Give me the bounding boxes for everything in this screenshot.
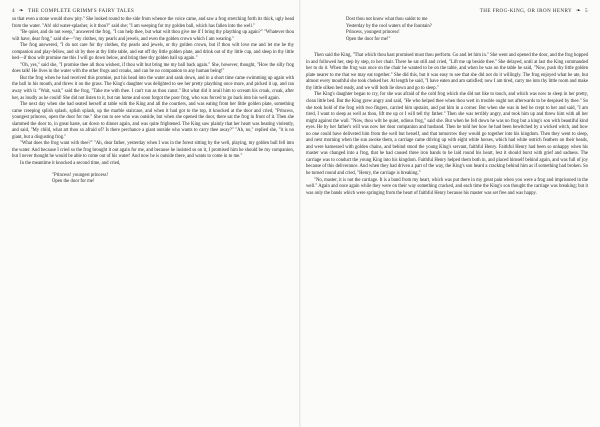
paragraph: The King's daughter began to cry, for she was afraid of the cold frog which she did not like to touch, and which was now to sleep in her pretty, clean little bed. But the King grew angry and said, "He who helped thee when thou wert in trouble ought not afterwards to be despised by thee." So she took hold of the frog with two fingers, carried him upstairs, and put him in a corner. But when she was in bed he crept to her and said, "I am tired, I want to sleep as well as thou, lift me up or I will tell thy father." Then she was terribly angry, and took him up and threw him with all her might against the wall. "Now, thou wilt be quiet, odious frog," said she. But when he fell down he was no frog but a king's son with beautiful kind eyes. He by her father's will was now her dear companion and husband. Then he told her how he had been bewitched by a wicked witch, and how no one could have delivered him from the well but herself, and that tomorrow they would go together into his kingdom. Then they went to sleep, and next morning when the sun awoke them, a carriage came driving up with eight white horses, which had white ostrich feathers on their heads, and were harnessed with golden chains, and behind stood the young King's servant, faithful Henry. Faithful Henry had been so unhappy when his master was changed into a frog, that he had caused three iron bands to be laid round his heart, lest it should burst with grief and sadness. The carriage was to conduct the young King into his kingdom. Faithful Henry helped them both in, and placed himself behind again, and was full of joy because of this deliverance. And when they had driven a part of the way, the King's son heard a cracking behind him as if something had broken. So he turned round and cried, "Henry, the carriage is breaking.": [306, 92, 588, 177]
paragraph: But the frog when he had received this promise, put his head into the water and sank down, and in a short time came swimming up again with the ball in his mouth, and threw it on the grass. The King's daughter was delighted to see her pretty plaything once more, and picked it up, and ran away with it. "Wait, wait," said the frog, "Take me with thee. I can't run as thou canst." But what did it avail him to scream his croak, croak, after her, as loudly as he could! She did not listen to it, but ran home and soon forgot the poor frog, who was forced to go back into his well again.: [12, 75, 294, 101]
paragraph: The frog answered, "I do not care for thy clothes, thy pearls and jewels, or thy golden crown, but if thou wilt love me and let me be thy companion and play-fellow, and sit by thee at thy little table, and eat off thy little golden plate, and drink out of thy little cup, and sleep in thy little bed—if thou wilt promise me this I will go down below, and bring thee thy golden ball up again.": [12, 43, 294, 62]
verse-line: Princess, youngest princess!: [346, 30, 400, 36]
left-page-header: [12, 6, 294, 15]
paragraph: "Be quiet, and do not weep," answered the frog, "I can help thee, but what wilt thou give me if I bring thy plaything up again?" "Whatever thou wilt have, dear frog," said she—"my clothes, my pearls and jewels, and even the golden crown which I am wearing.": [12, 30, 294, 42]
running-head: THE FROG-KING, OR IRON HENRY: [479, 7, 573, 14]
right-page-header: [306, 6, 588, 15]
page-number: 4: [12, 7, 15, 14]
verse-line: "Princess! youngest princess!: [52, 172, 109, 178]
leaf-ornament-icon: ❧: [18, 7, 24, 14]
paragraph: The next day when she had seated herself at table with the King and all the courtiers, and was eating from her little golden plate, something came creeping splish splash, splish splash, up the marble staircase, and when it had got to the top, it knocked at the door and cried, "Princess, youngest princess, open the door for me." She ran to see who was outside, but when she opened the door, there sat the frog in front of it. Then she slammed the door to, in great haste, sat down to dinner again, and was quite frightened. The King saw plainly that her heart was beating violently, and said, "My child, what art thou so afraid of? Is there perchance a giant outside who wants to carry thee away?" "Ah, no," replied she, "it is no giant, but a disgusting frog.": [12, 102, 294, 140]
paragraph: "Oh, yes," said she, "I promise thee all thou wishest, if thou wilt but bring me my ball back again." She, however, thought, "How the silly frog does talk! He lives in the water with the other frogs and croaks, and can be no companion to any human being!": [12, 62, 294, 75]
leaf-ornament-icon: ❧: [576, 7, 582, 14]
verse-line: Open the door for me!: [52, 179, 95, 185]
verse-line: Open the door for me!": [346, 36, 391, 42]
paragraph: In the meantime it knocked a second time, and cried,: [20, 161, 121, 167]
left-page: [12, 0, 294, 427]
left-page-body: [12, 17, 294, 191]
verse-block: [52, 173, 294, 186]
verse-block: [346, 17, 588, 43]
book-gutter: [299, 0, 301, 427]
paragraph: "No, master, it is not the carriage. It is a band from my heart, which was put there in my great pain when you were a frog and imprisoned in the well." Again and once again while they were on their way something cracked, and each time the King's son thought the carriage was breaking; but it was only the bands which were springing from the heart of faithful Henry because his master was set free and was happy.: [306, 177, 588, 196]
running-head: THE COMPLETE GRIMM'S FAIRY TALES: [27, 7, 135, 14]
paragraph: so that even a stone would show pity." She looked round to the side from whence the voice came, and saw a frog stretching forth its thick, ugly head from the water. "Ah! old water-splasher, is it thou?" said she; "I am weeping for my golden ball, which has fallen into the well.": [12, 17, 294, 29]
page-number: 5: [585, 7, 588, 14]
paragraph: "What does the frog want with thee?" "Ah, dear father, yesterday when I was in the forest sitting by the well, playing, my golden ball fell into the water. And because I cried so the frog brought it out again for me, and because he insisted so on it, I promised him he should be my companion, but I never thought he would be able to come out of his water! And now he is outside there, and wants to come in to me.": [12, 141, 294, 160]
right-page-body: [306, 17, 588, 197]
verse-line: Dost thou not know what thou saidst to me: [346, 17, 428, 22]
paragraph: Then said the King, "That which thou hast promised must thou perform. Go and let him in." She went and opened the door, and the frog hopped in and followed her, step by step, to her chair. There he sat still and cried, "Lift me up beside thee." She delayed, until at last the King commanded her to do it. When the frog was once on the chair he wanted to be on the table, and when he was on the table he said, "Now, push thy little golden plate nearer to me that we may eat together." She did this, but it was easy to see that she did not do it willingly. The frog enjoyed what he ate, but almost every mouthful she took choked her. At length he said, "I have eaten and am satisfied; now I am tired, carry me into thy little room and make thy little silken bed ready, and we will both lie down and go to sleep.": [306, 53, 588, 91]
right-page: [306, 0, 588, 427]
verse-line: Yesterday by the cool waters of the fountain?: [346, 23, 432, 29]
